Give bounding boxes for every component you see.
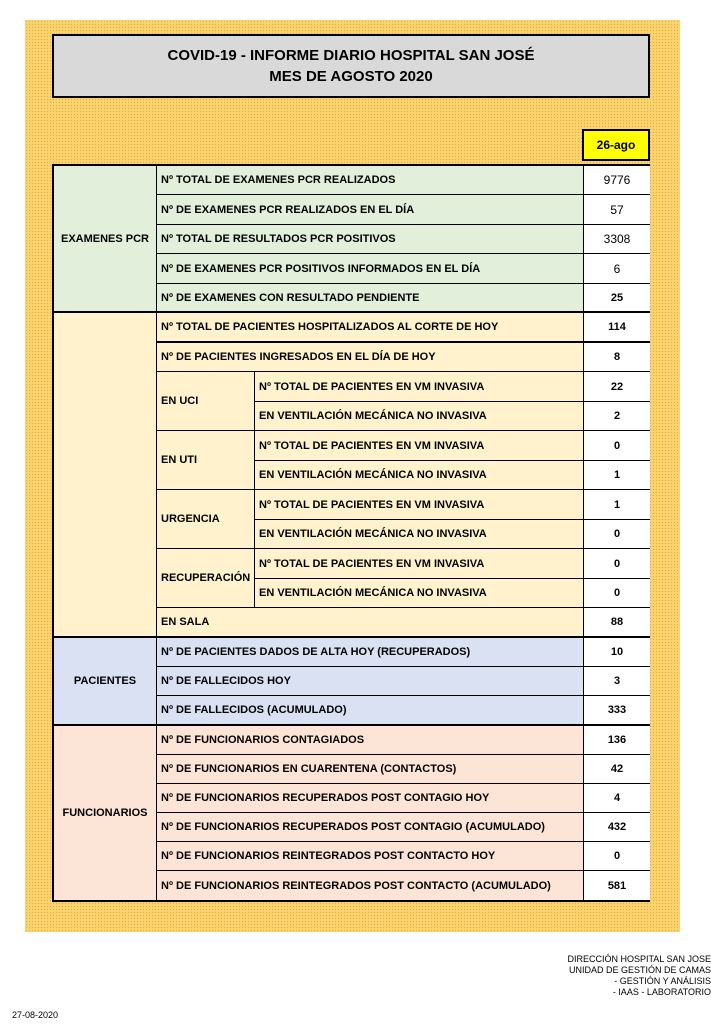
row-value-func-cuarentena: 42 (584, 755, 650, 784)
row-label-fallecidos-hoy: Nº DE FALLECIDOS HOY (157, 667, 584, 696)
uti-nvm-value: 1 (584, 461, 650, 490)
row-value-pcr-total: 9776 (584, 166, 650, 195)
recuperacion-vm-label: Nº TOTAL DE PACIENTES EN VM INVASIVA (255, 549, 584, 579)
uci-nvm-label: EN VENTILACIÓN MECÁNICA NO INVASIVA (255, 402, 584, 431)
row-value-pcr-dia: 57 (584, 195, 650, 225)
uti-vm-label: Nº TOTAL DE PACIENTES EN VM INVASIVA (255, 431, 584, 461)
row-value-func-reint-hoy: 0 (584, 842, 650, 871)
row-label-func-recup-hoy: Nº DE FUNCIONARIOS RECUPERADOS POST CONTAGIO HOY (157, 784, 584, 813)
row-value-hosp-total: 114 (584, 313, 650, 343)
row-label-alta: Nº DE PACIENTES DADOS DE ALTA HOY (RECUPERADOS) (157, 638, 584, 667)
unit-recuperacion: RECUPERACIÓN (157, 549, 255, 608)
row-value-fallecidos-acum: 333 (584, 696, 650, 726)
row-value-pcr-positivos-dia: 6 (584, 254, 650, 284)
row-value-en-sala: 88 (584, 608, 650, 638)
footer-line-1: DIRECCIÓN HOSPITAL SAN JOSE (567, 954, 711, 964)
date-column-header: 26-ago (582, 129, 650, 161)
row-value-pcr-positivos: 3308 (584, 225, 650, 254)
group-hospitalizados (54, 313, 157, 638)
row-value-func-recup-acum: 432 (584, 813, 650, 842)
group-funcionarios: FUNCIONARIOS (54, 726, 157, 900)
row-label-pcr-positivos: Nº TOTAL DE RESULTADOS PCR POSITIVOS (157, 225, 584, 254)
row-value-alta: 10 (584, 638, 650, 667)
uci-nvm-value: 2 (584, 402, 650, 431)
row-label-pcr-positivos-dia: Nº DE EXAMENES PCR POSITIVOS INFORMADOS EN EL DÍA (157, 254, 584, 284)
footer-credits (411, 954, 711, 998)
row-label-pcr-dia: Nº DE EXAMENES PCR REALIZADOS EN EL DÍA (157, 195, 584, 225)
row-label-func-reint-hoy: Nº DE FUNCIONARIOS REINTEGRADOS POST CONTACTO HOY (157, 842, 584, 871)
footer-line-4: - IAAS - LABORATORIO (612, 987, 711, 997)
uti-nvm-label: EN VENTILACIÓN MECÁNICA NO INVASIVA (255, 461, 584, 490)
urgencia-vm-value: 1 (584, 490, 650, 520)
report-table (52, 164, 650, 902)
row-label-func-reint-acum: Nº DE FUNCIONARIOS REINTEGRADOS POST CONTACTO (ACUMULADO) (157, 871, 584, 900)
row-label-hosp-total: Nº TOTAL DE PACIENTES HOSPITALIZADOS AL CORTE DE HOY (157, 313, 584, 343)
row-label-func-contagiados: Nº DE FUNCIONARIOS CONTAGIADOS (157, 726, 584, 755)
row-label-pcr-pendiente: Nº DE EXAMENES CON RESULTADO PENDIENTE (157, 284, 584, 313)
uci-vm-label: Nº TOTAL DE PACIENTES EN VM INVASIVA (255, 372, 584, 402)
row-label-pcr-total: Nº TOTAL DE EXAMENES PCR REALIZADOS (157, 166, 584, 195)
footer-line-3: - GESTIÓN Y ANÁLISIS (614, 976, 711, 986)
row-value-ingresados: 8 (584, 343, 650, 372)
unit-uti: EN UTI (157, 431, 255, 490)
row-label-func-cuarentena: Nº DE FUNCIONARIOS EN CUARENTENA (CONTACTOS) (157, 755, 584, 784)
row-label-en-sala: EN SALA (157, 608, 584, 638)
row-value-func-contagiados: 136 (584, 726, 650, 755)
unit-uci: EN UCI (157, 372, 255, 431)
row-value-fallecidos-hoy: 3 (584, 667, 650, 696)
urgencia-nvm-label: EN VENTILACIÓN MECÁNICA NO INVASIVA (255, 520, 584, 549)
urgencia-nvm-value: 0 (584, 520, 650, 549)
row-label-fallecidos-acum: Nº DE FALLECIDOS (ACUMULADO) (157, 696, 584, 726)
recuperacion-vm-value: 0 (584, 549, 650, 579)
row-label-ingresados: Nº DE PACIENTES INGRESADOS EN EL DÍA DE HOY (157, 343, 584, 372)
row-value-func-recup-hoy: 4 (584, 784, 650, 813)
group-examenes-pcr: EXAMENES PCR (54, 166, 157, 313)
title-line-1: COVID-19 - INFORME DIARIO HOSPITAL SAN JOSÉ (167, 47, 535, 64)
row-value-pcr-pendiente: 25 (584, 284, 650, 313)
footer-line-2: UNIDAD DE GESTIÓN DE CAMAS (568, 965, 711, 975)
report-title (52, 34, 650, 98)
group-pacientes: PACIENTES (54, 638, 157, 726)
footer-date: 27-08-2020 (12, 1010, 59, 1020)
title-line-2: MES DE AGOSTO 2020 (269, 68, 433, 85)
row-value-func-reint-acum: 581 (584, 871, 650, 900)
recuperacion-nvm-label: EN VENTILACIÓN MECÁNICA NO INVASIVA (255, 579, 584, 608)
uci-vm-value: 22 (584, 372, 650, 402)
row-label-func-recup-acum: Nº DE FUNCIONARIOS RECUPERADOS POST CONTAGIO (ACUMULADO) (157, 813, 584, 842)
recuperacion-nvm-value: 0 (584, 579, 650, 608)
uti-vm-value: 0 (584, 431, 650, 461)
urgencia-vm-label: Nº TOTAL DE PACIENTES EN VM INVASIVA (255, 490, 584, 520)
unit-urgencia: URGENCIA (157, 490, 255, 549)
